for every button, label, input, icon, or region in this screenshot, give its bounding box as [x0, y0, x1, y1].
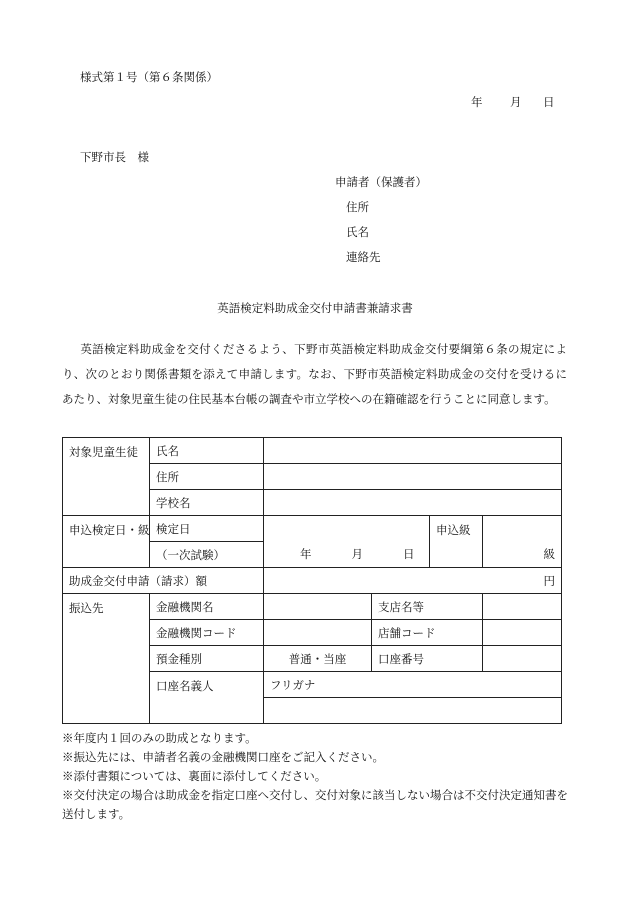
deposit-type-label: 預金種別 [150, 646, 264, 672]
account-holder-field[interactable] [264, 698, 562, 724]
date-month: 月 [510, 95, 522, 109]
student-label: 対象児童生徒 [63, 438, 150, 516]
exam-label: 申込検定日・級 [63, 516, 150, 568]
student-name-label: 氏名 [150, 438, 264, 464]
bank-name-field[interactable] [264, 594, 372, 620]
applicant-contact-label: 連絡先 [346, 250, 381, 264]
account-number-label: 口座番号 [372, 646, 483, 672]
exam-date-field[interactable] [264, 516, 430, 568]
date-year: 年 [471, 95, 483, 109]
applicant-title: 申請者（保護者） [335, 175, 427, 189]
deposit-options[interactable]: 普通・当座 [264, 646, 372, 672]
school-name-field[interactable] [264, 490, 562, 516]
grade-unit: 級 [543, 547, 555, 561]
date-day: 日 [543, 95, 555, 109]
note-item: ※添付書類については、裏面に添付してください。 [62, 769, 327, 783]
form-number: 様式第１号（第６条関係） [80, 70, 218, 84]
amount-unit: 円 [543, 573, 555, 588]
branch-name-field[interactable] [483, 594, 562, 620]
bank-code-label: 金融機関コード [150, 620, 264, 646]
bank-label: 振込先 [63, 594, 150, 724]
amount-field[interactable] [264, 568, 562, 594]
branch-code-label: 店舗コード [372, 620, 483, 646]
exam-date-label: 検定日 [150, 516, 264, 542]
account-number-field[interactable] [483, 646, 562, 672]
bank-name-label: 金融機関名 [150, 594, 264, 620]
note-item: ※振込先には、申請者名義の金融機関口座をご記入ください。 [62, 750, 384, 764]
exam-year: 年 [300, 547, 312, 561]
branch-name-label: 支店名等 [372, 594, 483, 620]
first-exam-label: （一次試験） [150, 542, 264, 568]
note-item: ※年度内１回のみの助成となります。 [62, 731, 257, 745]
account-holder-label: 口座名義人 [150, 672, 264, 724]
furigana-field[interactable] [264, 672, 562, 698]
addressee: 下野市長 様 [80, 150, 149, 164]
applicant-name-label: 氏名 [346, 225, 369, 239]
amount-label: 助成金交付申請（請求）額 [63, 568, 264, 594]
note-item: ※交付決定の場合は助成金を指定口座へ交付し、交付対象に該当しない場合は不交付決定通知書を送付します。 [62, 788, 568, 821]
exam-month: 月 [351, 547, 363, 561]
student-name-field[interactable] [264, 438, 562, 464]
school-name-label: 学校名 [150, 490, 264, 516]
grade-label: 申込級 [430, 516, 483, 568]
student-address-label: 住所 [150, 464, 264, 490]
intro-paragraph [62, 337, 567, 412]
applicant-address-label: 住所 [346, 200, 369, 214]
grade-field[interactable] [483, 516, 562, 568]
branch-code-field[interactable] [483, 620, 562, 646]
document-title: 英語検定料助成金交付申請書兼請求書 [217, 301, 413, 315]
intro-text: 英語検定料助成金を交付くださるよう、下野市英語検定料助成金交付要綱第６条の規定により、次のとおり関係書類を添えて申請します。なお、下野市英語検定料助成金の交付を受けるにあたり、対象児童生徒の住民基本台帳の調査や市立学校への在籍確認を行うことに同意します。 [62, 342, 567, 406]
student-address-field[interactable] [264, 464, 562, 490]
notes [62, 729, 572, 824]
application-table [62, 437, 562, 724]
exam-day: 日 [403, 547, 415, 561]
bank-code-field[interactable] [264, 620, 372, 646]
furigana-label: フリガナ [270, 677, 316, 692]
